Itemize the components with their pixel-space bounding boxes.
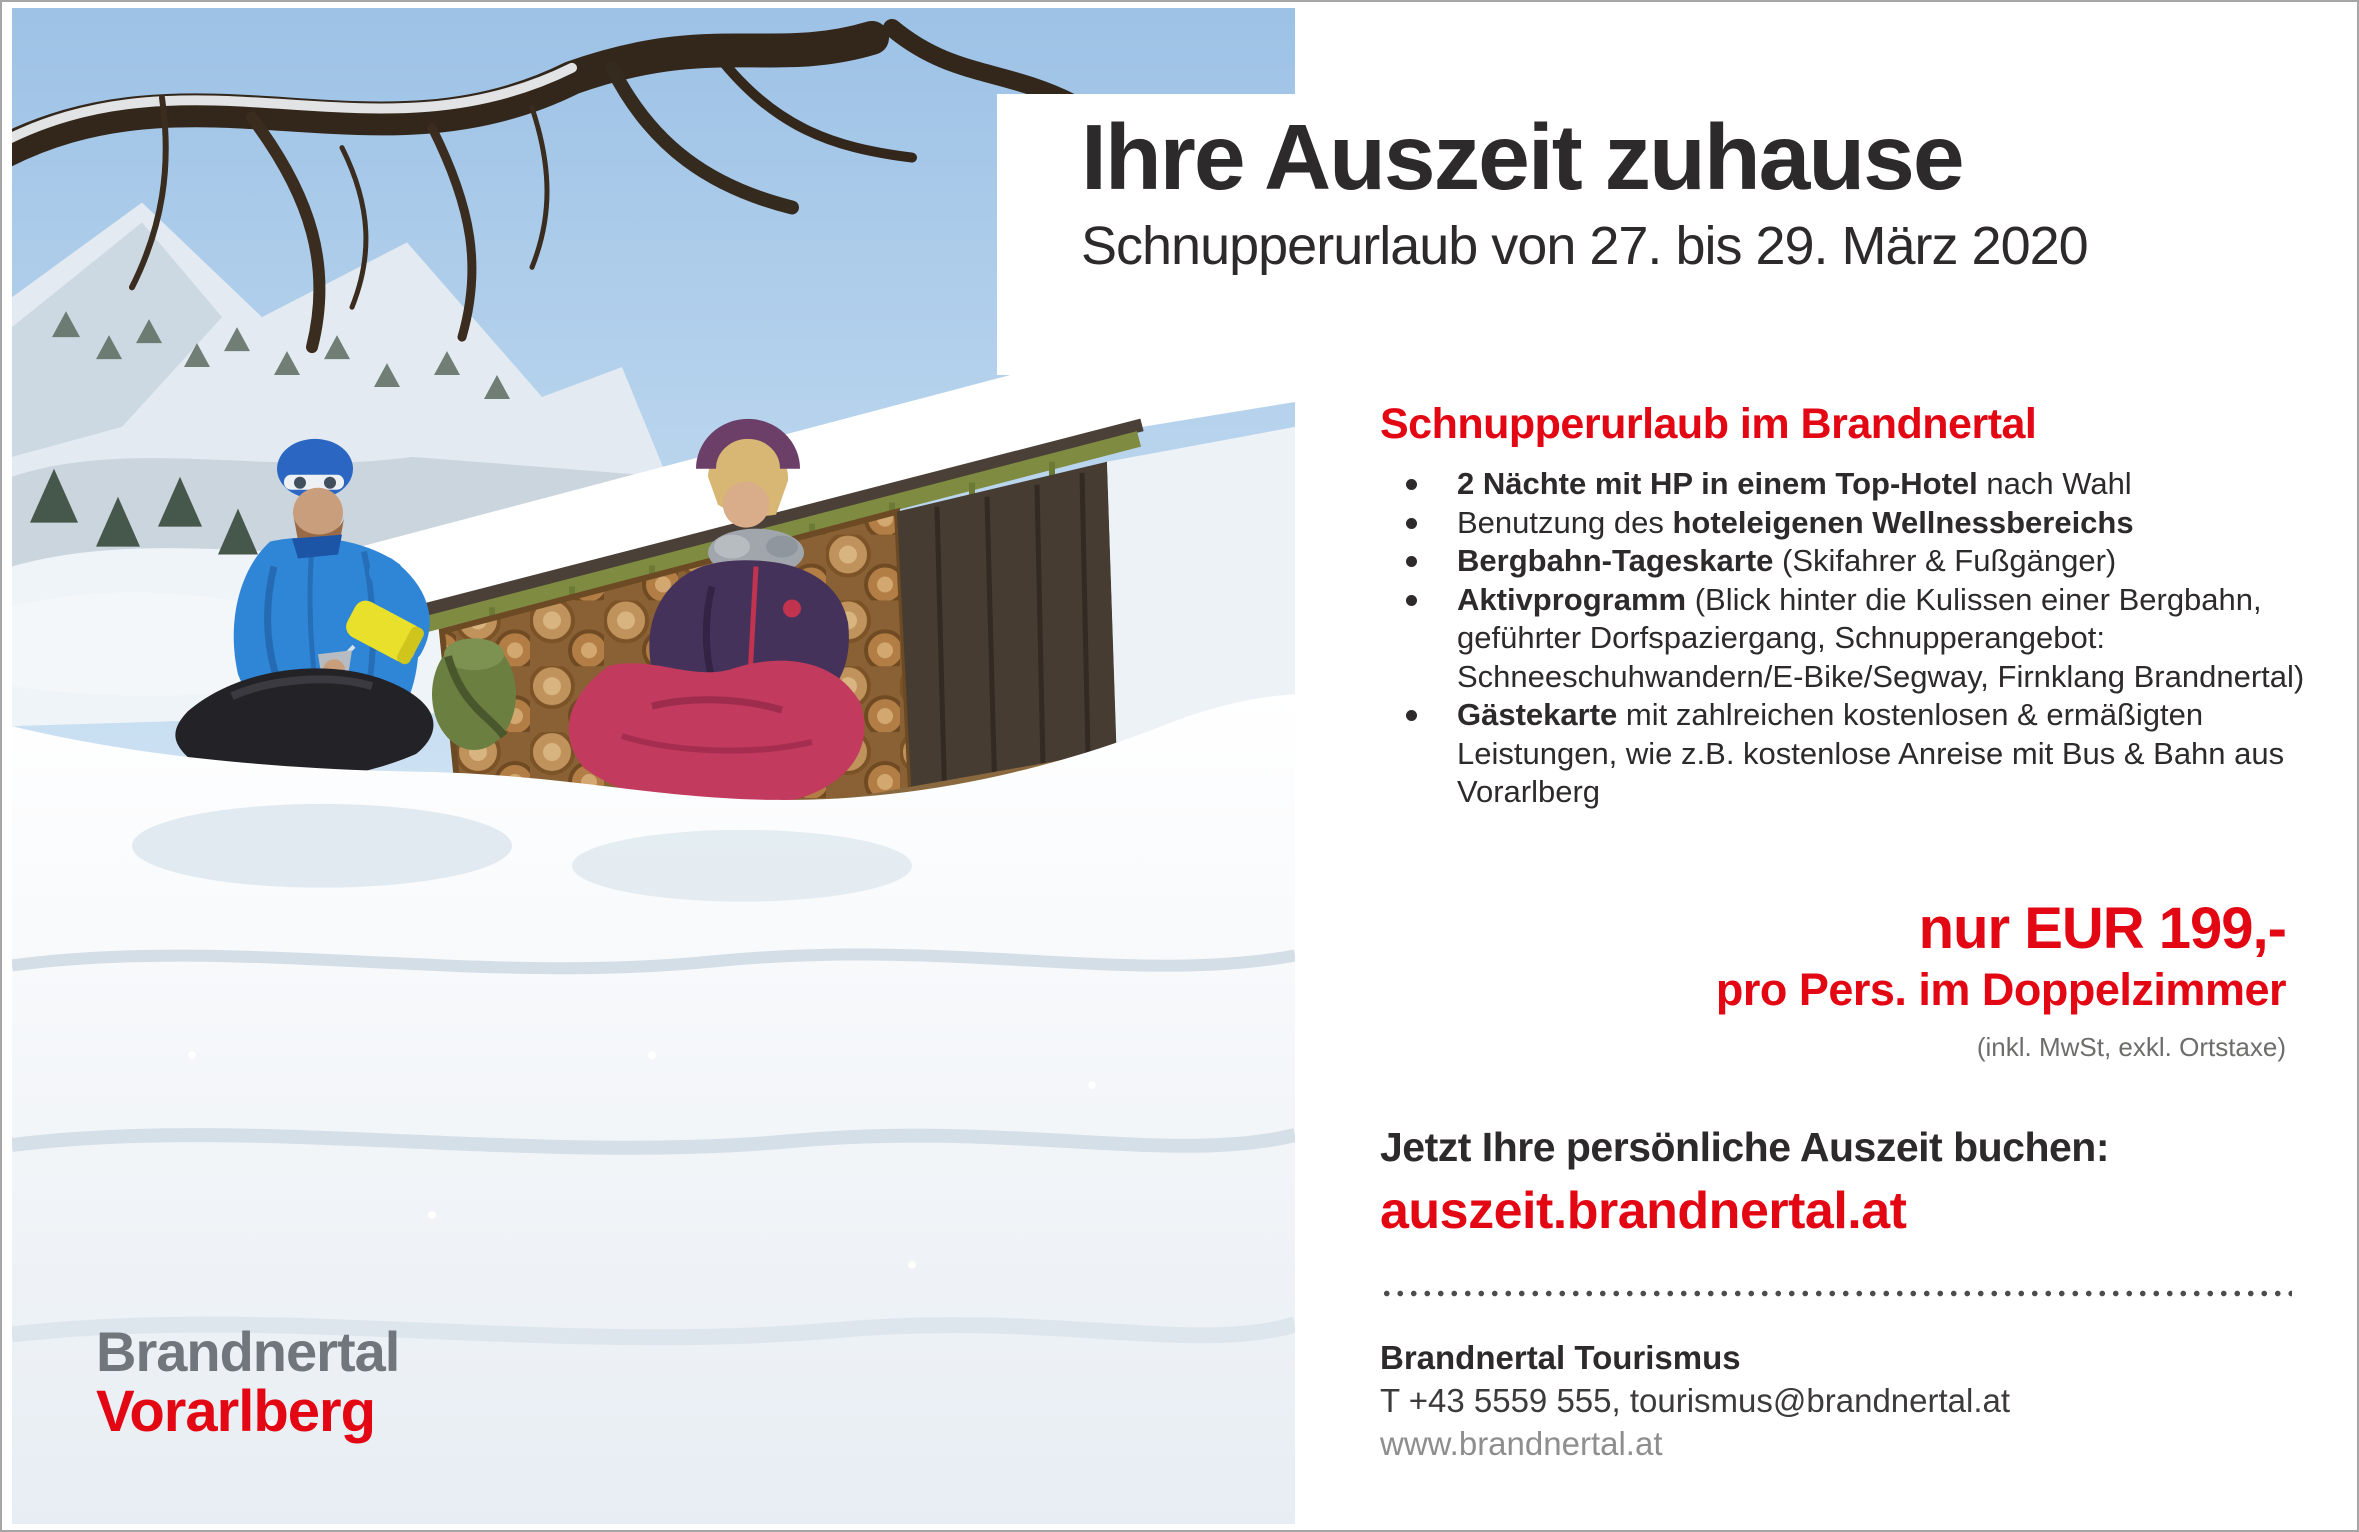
title-box bbox=[997, 94, 2351, 375]
bullet-text bbox=[1457, 504, 2134, 543]
contact-block bbox=[1380, 1336, 2010, 1465]
bullet-rest: (Skifahrer & Fußgänger) bbox=[1773, 543, 2117, 578]
bullet-bold: Aktivprogramm bbox=[1457, 581, 1687, 617]
bullet-bold: 2 Nächte mit HP in einem Top-Hotel bbox=[1457, 466, 1978, 501]
bullet-text bbox=[1457, 465, 2132, 504]
bullet-dot-icon bbox=[1406, 710, 1417, 721]
booking-url: auszeit.brandnertal.at bbox=[1380, 1182, 1907, 1240]
bullet-dot-icon bbox=[1406, 518, 1417, 529]
backpack bbox=[432, 638, 516, 750]
booking-label: Jetzt Ihre persönliche Auszeit buchen: bbox=[1380, 1124, 2110, 1170]
bullet-text bbox=[1457, 581, 2311, 697]
headline: Ihre Auszeit zuhause bbox=[1081, 105, 1963, 209]
list-item bbox=[1406, 504, 2311, 543]
price-block bbox=[1715, 896, 2286, 1063]
bullet-rest: (Blick hinter die Kulissen einer Bergbahn, geführter Dorfspaziergang, Schnupperangebot: Schneeschuhwandern/E-Bike/Segway, Firnklang Brandnertal) bbox=[1457, 581, 2305, 694]
bullet-dot-icon bbox=[1406, 595, 1417, 606]
bullet-dot-icon bbox=[1406, 479, 1417, 490]
offer-bullet-list bbox=[1406, 465, 2311, 812]
logo-brandnertal: Brandnertal bbox=[96, 1320, 400, 1383]
bullet-bold: hoteleigenen Wellnessbereichs bbox=[1672, 504, 2134, 540]
bullet-text bbox=[1457, 542, 2116, 581]
bullet-bold: Bergbahn-Tageskarte bbox=[1457, 543, 1774, 578]
list-item bbox=[1406, 581, 2311, 697]
price-per-person: pro Pers. im Doppelzimmer bbox=[1715, 964, 2286, 1015]
brand-logo bbox=[96, 1322, 399, 1443]
bullet-pre: Benutzung des bbox=[1457, 504, 1673, 540]
bullet-rest: nach Wahl bbox=[1977, 466, 2132, 501]
bullet-rest: mit zahlreichen kostenlosen & ermäßigten Leistungen, wie z.B. kostenlose Anreise mit Bus & Bahn aus Vorarlberg bbox=[1457, 697, 2285, 809]
offer-heading: Schnupperurlaub im Brandnertal bbox=[1380, 400, 2037, 448]
logo-vorarlberg: Vorarlberg bbox=[96, 1379, 376, 1445]
list-item bbox=[1406, 542, 2311, 581]
contact-name: Brandnertal Tourismus bbox=[1380, 1339, 1741, 1376]
booking-block bbox=[1380, 1124, 2109, 1241]
price-note: (inkl. MwSt, exkl. Ortstaxe) bbox=[1976, 1032, 2286, 1062]
subheadline: Schnupperurlaub von 27. bis 29. März 2020 bbox=[1081, 215, 2088, 276]
bullet-text bbox=[1457, 696, 2311, 812]
contact-phone-email: T +43 5559 555, tourismus@brandnertal.at bbox=[1380, 1382, 2011, 1419]
list-item bbox=[1406, 465, 2311, 504]
bullet-dot-icon bbox=[1406, 556, 1417, 567]
bullet-bold: Gästekarte bbox=[1457, 697, 1618, 732]
list-item bbox=[1406, 696, 2311, 812]
price-amount: nur EUR 199,- bbox=[1918, 896, 2286, 961]
contact-website: www.brandnertal.at bbox=[1380, 1425, 1663, 1462]
dotted-divider bbox=[1380, 1290, 2292, 1297]
